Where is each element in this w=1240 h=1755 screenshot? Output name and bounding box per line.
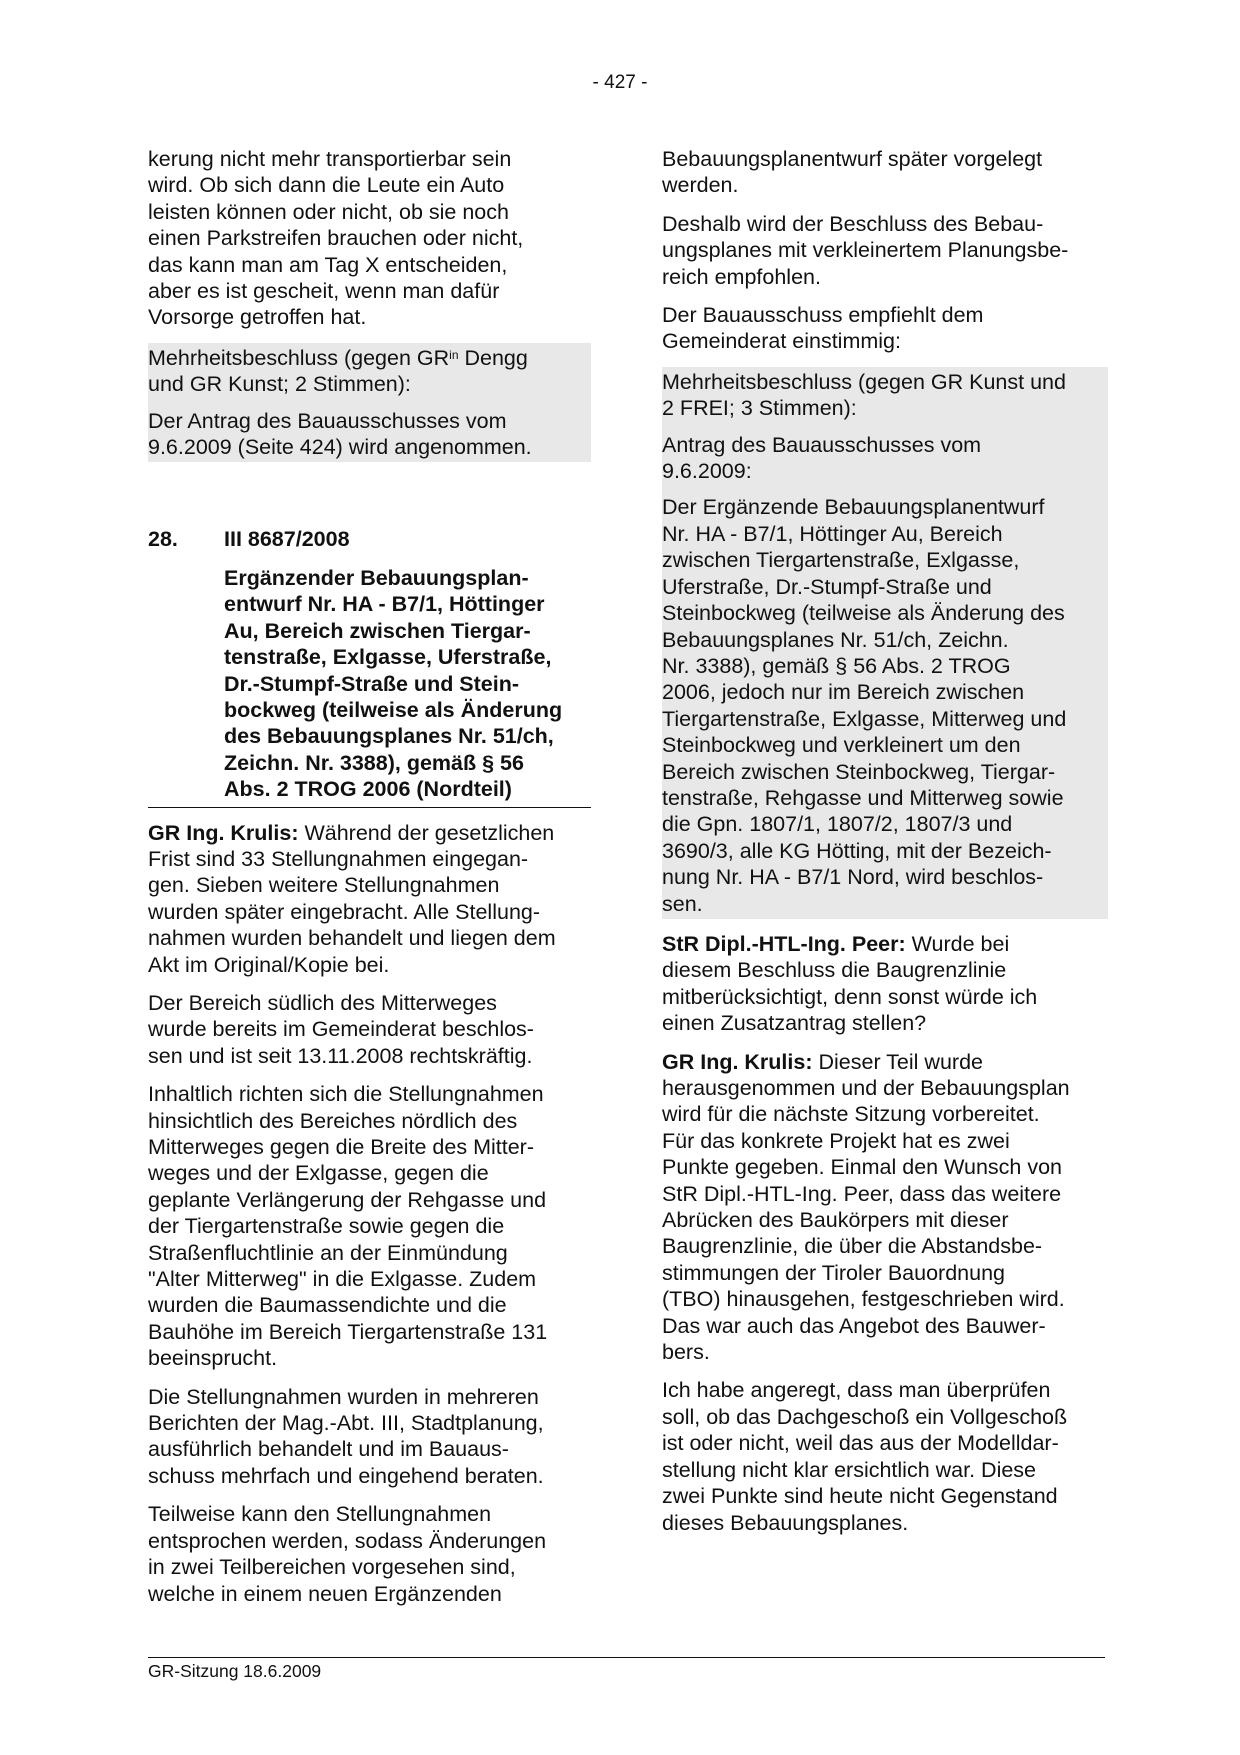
- footer-text: GR-Sitzung 18.6.2009: [148, 1661, 322, 1681]
- paragraph-4: Die Stellungnahmen wurden in mehreren Berichten der Mag.-Abt. III, Stadtplanung, ausführlich behandelt und im Bauaus- schuss mehrfach und eingehend beraten.: [148, 1384, 544, 1488]
- paragraph-3: Inhaltlich richten sich die Stellungnahmen hinsichtlich des Bereiches nördlich des Mitterweges gegen die Breite des Mitter- weges und der Exlgasse, gegen die geplante Verlängerung der Rehgasse und der Tiergartenstraße sowie gegen die Straßenfluchtlinie an der Einmündung "Alter Mitterweg" in die Exlgasse. Zudem wurden die Baumassendichte und die Bauhöhe im Bereich Tiergartenstraße 131 beeinsprucht.: [148, 1082, 548, 1371]
- agenda-item-header: [148, 526, 591, 552]
- resolution-box: [662, 367, 1108, 919]
- page-number: - 427 -: [592, 72, 648, 93]
- item-title: Ergänzender Bebauungsplan- entwurf Nr. HA - B7/1, Höttinger Au, Bereich zwischen Tiergar- tenstraße, Exlgasse, Uferstraße, Dr.-Stumpf-Straße und Stein- bockweg (teilweise als Änderung des Bebauungsplanes Nr. 51/ch, Zeichn. Nr. 3388), gemäß § 56 Abs. 2 TROG 2006 (Nordteil): [224, 565, 563, 802]
- motion-text: Der Antrag des Bauausschusses vom 9.6.2009 (Seite 424) wird angenommen.: [148, 408, 532, 460]
- paragraph-2: Der Bereich südlich des Mitterweges wurde bereits im Gemeinderat beschlos- sen und ist seit 13.11.2008 rechtskräftig.: [148, 990, 534, 1068]
- superscript-in: in: [449, 347, 459, 362]
- speaker-krulis-paragraph: GR Ing. Krulis: Während der gesetzlichen Frist sind 33 Stellungnahmen eingegan- gen. Sieben weitere Stellungnahmen wurden später eingebracht. Alle Stellung- nahmen wurden behandelt und liegen dem Akt im Original/Kopie bei.: [148, 820, 556, 977]
- speaker-name: GR Ing. Krulis:: [662, 1049, 813, 1074]
- left-column: [148, 146, 591, 1619]
- intro-paragraph: kerung nicht mehr transportierbar sein wird. Ob sich dann die Leute ein Auto leisten können oder nicht, ob sie noch einen Parkstreifen brauchen oder nicht, das kann man am Tag X entscheiden, aber es ist gescheit, wenn man dafür Vorsorge getroffen hat.: [148, 147, 524, 330]
- paragraph-1: Bebauungsplanentwurf später vorgelegt werden.: [662, 147, 1043, 198]
- item-reference: III 8687/2008: [224, 527, 350, 552]
- item-divider: [148, 807, 591, 808]
- speaker-name: StR Dipl.-HTL-Ing. Peer:: [662, 931, 906, 956]
- paragraph-5: Teilweise kann den Stellungnahmen entsprochen werden, sodass Änderungen in zwei Teilbereichen vorgesehen sind, welche in einem neuen Ergänzenden: [148, 1502, 547, 1606]
- speaker-krulis-paragraph: GR Ing. Krulis: Dieser Teil wurde herausgenommen und der Bebauungsplan wird für die nächste Sitzung vorbereitet. Für das konkrete Projekt hat es zwei Punkte gegeben. Einmal den Wunsch von StR Dipl.-HTL-Ing. Peer, dass das weitere Abrücken des Baukörpers mit dieser Baugrenzlinie, die über die Abstandsbe- stimmungen der Tiroler Bauordnung (TBO) hinausgehen, festgeschrieben wird. Das war auch das Angebot des Bauwer- bers.: [662, 1049, 1070, 1365]
- paragraph-last: Ich habe angeregt, dass man überprüfen soll, ob das Dachgeschoß ein Vollgeschoß ist oder nicht, weil das aus der Modelldar- stellung nicht klar ersichtlich war. Diese zwei Punkte sind heute nicht Gegenstand dieses Bebauungsplanes.: [662, 1378, 1068, 1535]
- motion-text: Antrag des Bauausschusses vom 9.6.2009:: [662, 432, 982, 484]
- paragraph-3: Der Bauausschuss empfiehlt dem Gemeinderat einstimmig:: [662, 303, 984, 354]
- speaker-peer-paragraph: StR Dipl.-HTL-Ing. Peer: Wurde bei diesem Beschluss die Baugrenzlinie mitberücksichtigt, denn sonst würde ich einen Zusatzantrag stellen?: [662, 931, 1038, 1036]
- resolution-text: Mehrheitsbeschluss (gegen $GR^{in}$ Dengg und GR Kunst; 2 Stimmen):: [148, 345, 528, 397]
- right-column: [662, 146, 1108, 1548]
- speaker-name: GR Ing. Krulis:: [148, 820, 299, 845]
- decision-text: Der Ergänzende Bebauungsplanentwurf Nr. HA - B7/1, Höttinger Au, Bereich zwischen Tiergartenstraße, Exlgasse, Uferstraße, Dr.-Stumpf-Straße und Steinbockweg (teilweise als Änderung des Bebauungsplanes Nr. 51/ch, Zeichn. Nr. 3388), gemäß § 56 Abs. 2 TROG 2006, jedoch nur im Bereich zwischen Tiergartenstraße, Exlgasse, Mitterweg und Steinbockweg und verkleinert um den Bereich zwischen Steinbockweg, Tiergar- tenstraße, Rehgasse und Mitterweg sowie die Gpn. 1807/1, 1807/2, 1807/3 und 3690/3, alle KG Hötting, mit der Bezeich- nung Nr. HA - B7/1 Nord, wird beschlos- sen.: [662, 495, 1067, 916]
- footer-divider: [148, 1657, 1105, 1658]
- item-number: 28.: [148, 527, 178, 552]
- resolution-box: [148, 343, 591, 463]
- paragraph-2: Deshalb wird der Beschluss des Bebau- ungsplanes mit verkleinertem Planungsbe- reich empfohlen.: [662, 211, 1069, 289]
- resolution-text: Mehrheitsbeschluss (gegen GR Kunst und 2 FREI; 3 Stimmen):: [662, 369, 1066, 421]
